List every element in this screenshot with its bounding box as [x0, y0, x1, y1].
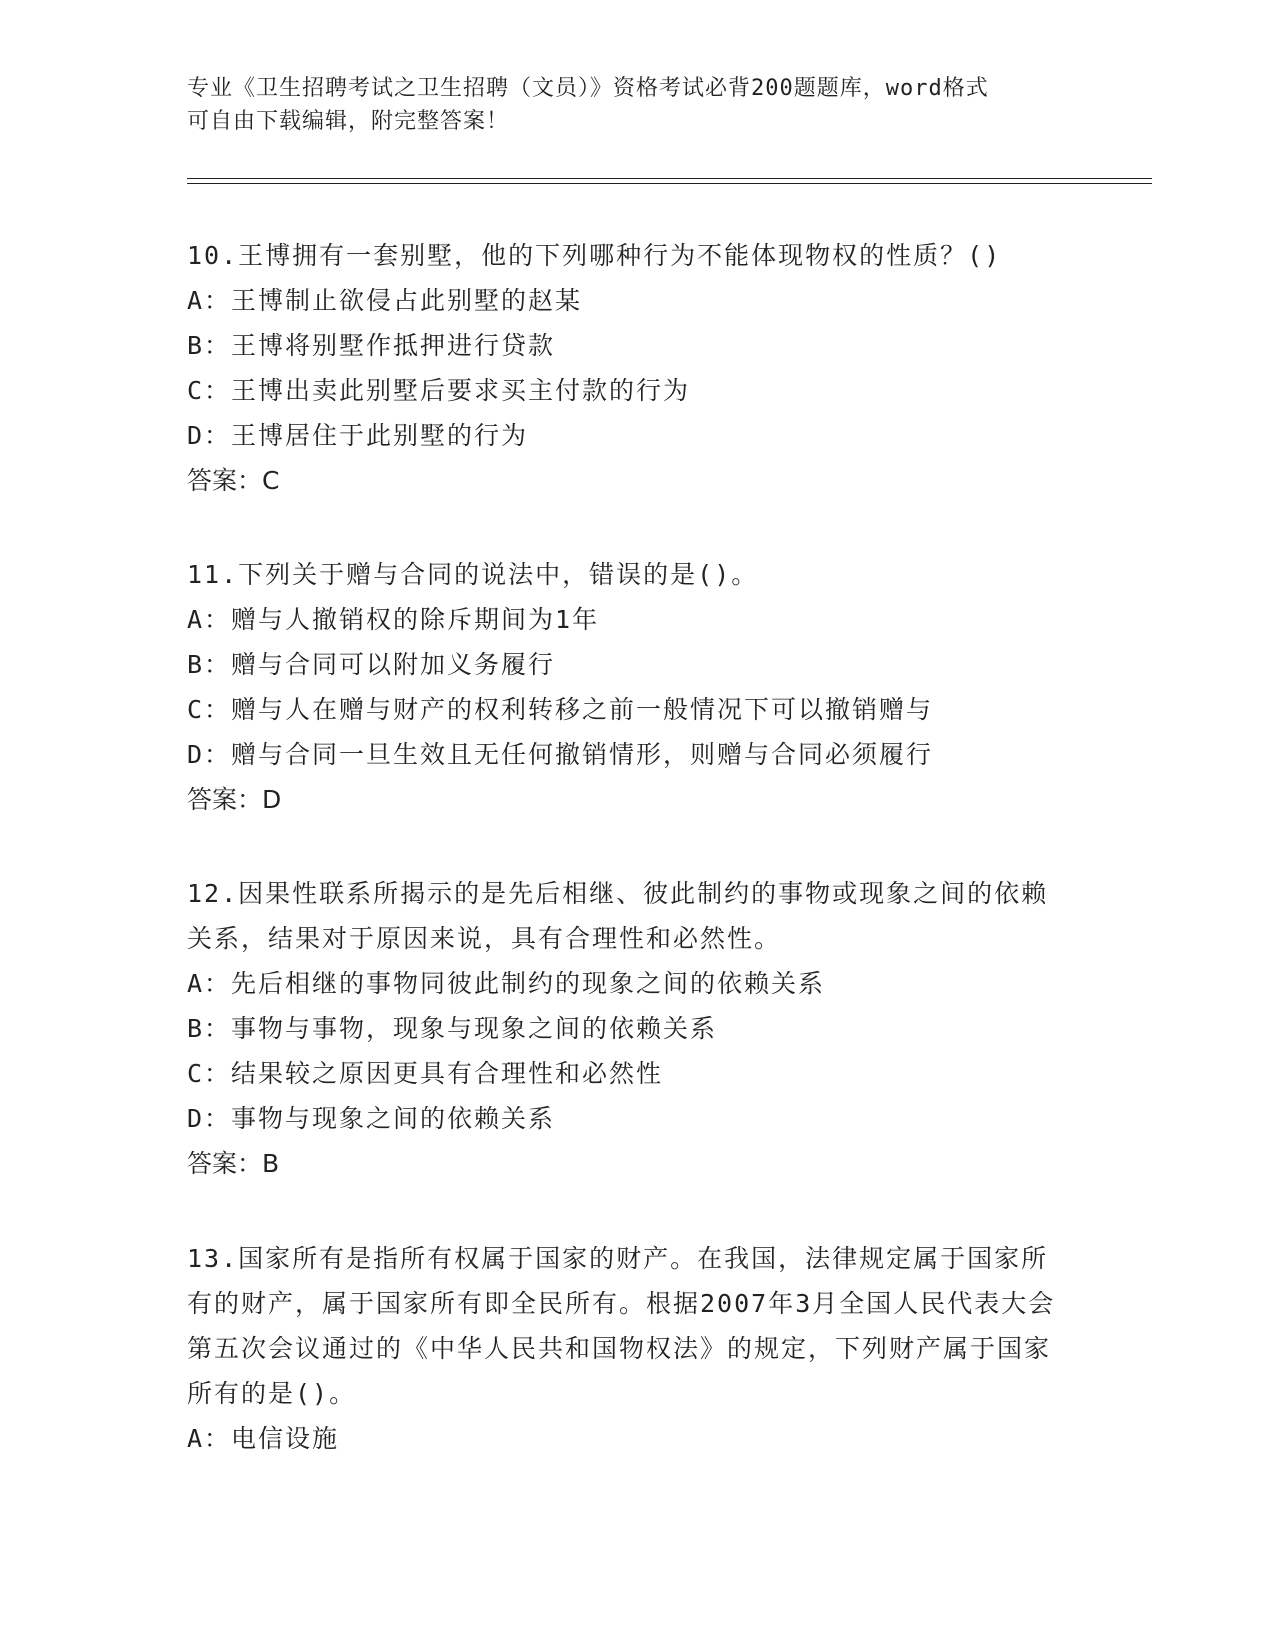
option-d: D：赠与合同一旦生效且无任何撤销情形，则赠与合同必须履行: [187, 740, 934, 769]
question-13: [187, 1236, 1067, 1461]
option-b: B：王博将别墅作抵押进行贷款: [187, 331, 556, 360]
option-a: A：赠与人撤销权的除斥期间为1年: [187, 605, 600, 634]
header-divider-bottom: [187, 183, 1152, 184]
header-line-1: 专业《卫生招聘考试之卫生招聘（文员）》资格考试必背200题题库，word格式: [187, 76, 989, 101]
option-c: C：赠与人在赠与财产的权利转移之前一般情况下可以撤销赠与: [187, 695, 934, 724]
option-a: A：王博制止欲侵占此别墅的赵某: [187, 286, 583, 315]
option-b: B：事物与事物，现象与现象之间的依赖关系: [187, 1014, 718, 1043]
question-text: 11.下列关于赠与合同的说法中，错误的是()。: [187, 560, 759, 589]
question-text: 13.国家所有是指所有权属于国家的财产。在我国，法律规定属于国家所有的财产，属于国家所有即全民所有。根据2007年3月全国人民代表大会第五次会议通过的《中华人民共和国物权法》的规定，下列财产属于国家所有的是()。: [187, 1244, 1056, 1408]
option-a: A：电信设施: [187, 1424, 340, 1453]
option-d: D：王博居住于此别墅的行为: [187, 421, 529, 450]
answer-line: 答案：D: [187, 785, 282, 814]
question-10: [187, 233, 1067, 503]
option-a: A：先后相继的事物同彼此制约的现象之间的依赖关系: [187, 969, 826, 998]
answer-line: 答案：B: [187, 1149, 280, 1178]
option-c: C：结果较之原因更具有合理性和必然性: [187, 1059, 664, 1088]
option-c: C：王博出卖此别墅后要求买主付款的行为: [187, 376, 691, 405]
question-text: 10.王博拥有一套别墅，他的下列哪种行为不能体现物权的性质？(): [187, 241, 1002, 270]
option-d: D：事物与现象之间的依赖关系: [187, 1104, 556, 1133]
header-line-2: 可自由下载编辑，附完整答案！: [187, 109, 510, 134]
header-divider-top: [187, 178, 1152, 179]
question-text: 12.因果性联系所揭示的是先后相继、彼此制约的事物或现象之间的依赖关系，结果对于原因来说，具有合理性和必然性。: [187, 879, 1049, 953]
document-header: [187, 72, 1067, 138]
answer-line: 答案：C: [187, 466, 280, 495]
option-b: B：赠与合同可以附加义务履行: [187, 650, 556, 679]
question-12: [187, 871, 1067, 1186]
question-11: [187, 552, 1067, 822]
